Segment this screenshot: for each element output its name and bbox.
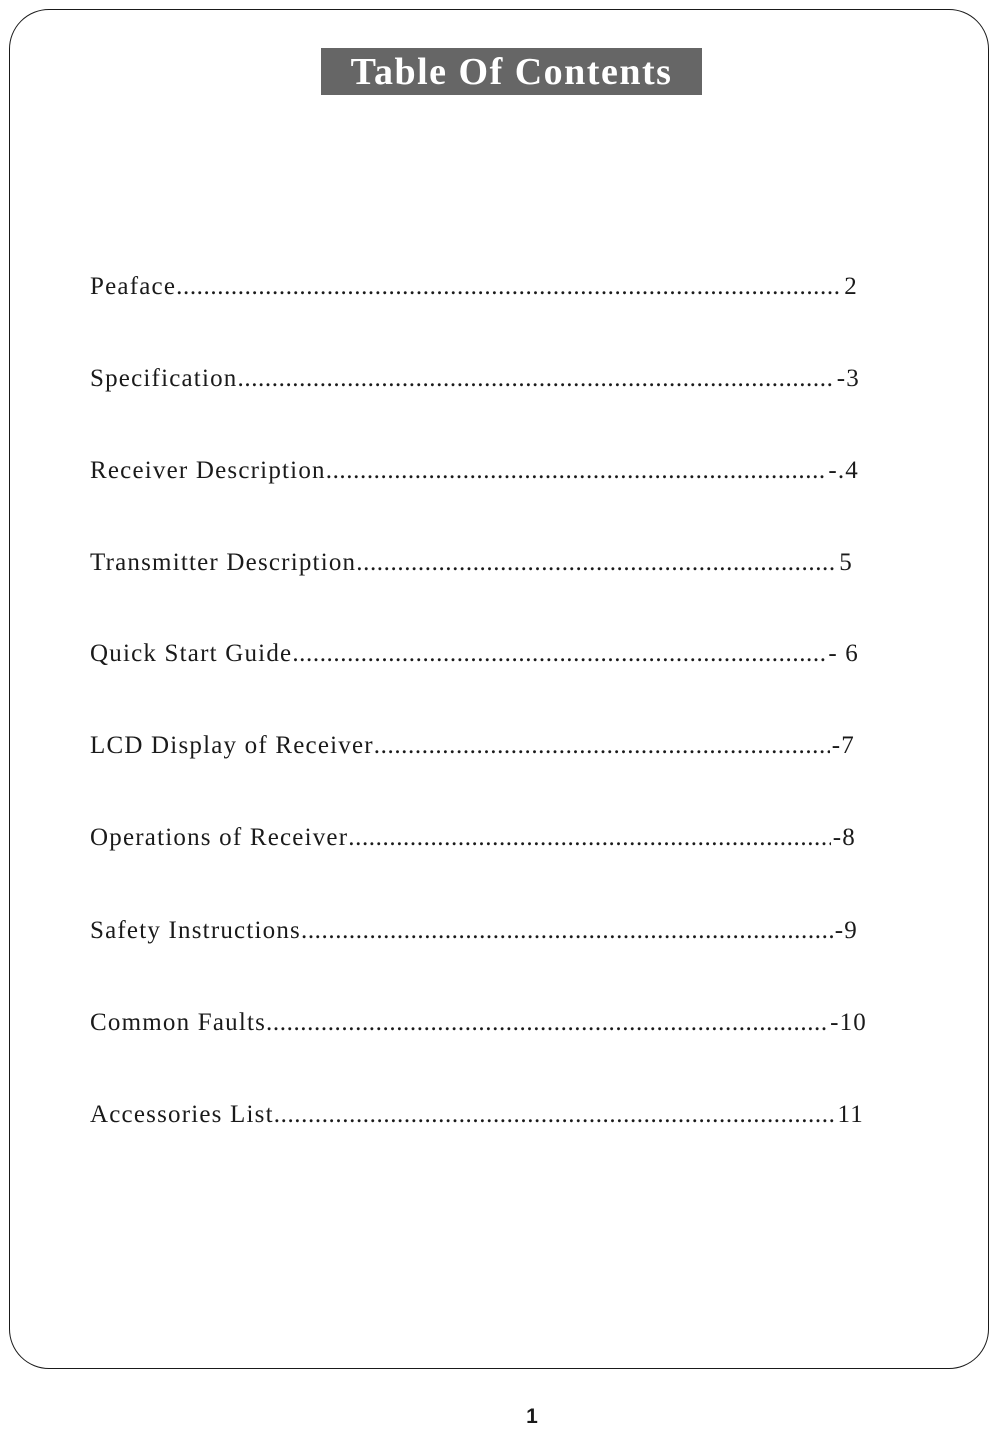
toc-leader-dots xyxy=(326,456,827,486)
toc-leader-dots xyxy=(266,1008,828,1038)
toc-entry-label: Accessories List xyxy=(90,1101,274,1128)
toc-entry-page: - 6 xyxy=(828,640,859,667)
toc-leader-dots xyxy=(356,548,837,578)
toc-entry-safety-instructions[interactable] xyxy=(90,916,858,946)
toc-entry-label: Safety Instructions xyxy=(90,917,301,944)
toc-entry-label: Operations of Receiver xyxy=(90,824,349,851)
toc-entry-page: -10 xyxy=(830,1009,867,1036)
toc-entry-label: Transmitter Description xyxy=(90,549,357,576)
toc-entry-lcd-display-of-receiver[interactable] xyxy=(90,731,855,761)
page-number: 1 xyxy=(526,1405,538,1428)
toc-entry-page: 2 xyxy=(844,273,858,300)
toc-leader-dots xyxy=(274,1100,836,1130)
toc-entry-label: Common Faults xyxy=(90,1009,267,1036)
toc-entry-label: Quick Start Guide xyxy=(90,640,293,667)
page-title: Table Of Contents xyxy=(350,50,673,93)
toc-entry-peaface[interactable] xyxy=(90,272,858,302)
toc-leader-dots xyxy=(238,364,835,394)
toc-entry-accessories-list[interactable] xyxy=(90,1100,864,1130)
toc-entry-label: Peaface xyxy=(90,273,177,300)
toc-entry-page: -3 xyxy=(836,365,860,392)
toc-entry-operations-of-receiver[interactable] xyxy=(90,823,856,853)
toc-entry-transmitter-description[interactable] xyxy=(90,548,853,578)
toc-entry-page: -7 xyxy=(831,732,855,759)
toc-entry-page: -9 xyxy=(834,917,858,944)
toc-entry-receiver-description[interactable] xyxy=(90,456,859,486)
toc-entry-label: LCD Display of Receiver xyxy=(90,732,374,759)
toc-leader-dots xyxy=(301,916,833,946)
toc-entry-page: 11 xyxy=(837,1101,864,1128)
toc-entry-label: Receiver Description xyxy=(90,457,326,484)
toc-leader-dots xyxy=(292,639,826,669)
toc-entry-label: Specification xyxy=(90,365,238,392)
toc-entry-page: -8 xyxy=(832,824,856,851)
toc-entry-quick-start-guide[interactable] xyxy=(90,639,859,669)
toc-entry-page: -.4 xyxy=(828,457,859,484)
toc-entry-specification[interactable] xyxy=(90,364,860,394)
toc-leader-dots xyxy=(374,731,830,761)
toc-leader-dots xyxy=(348,823,831,853)
toc-leader-dots xyxy=(176,272,842,302)
toc-entry-page: 5 xyxy=(839,549,853,576)
toc-entry-common-faults[interactable] xyxy=(90,1008,867,1038)
